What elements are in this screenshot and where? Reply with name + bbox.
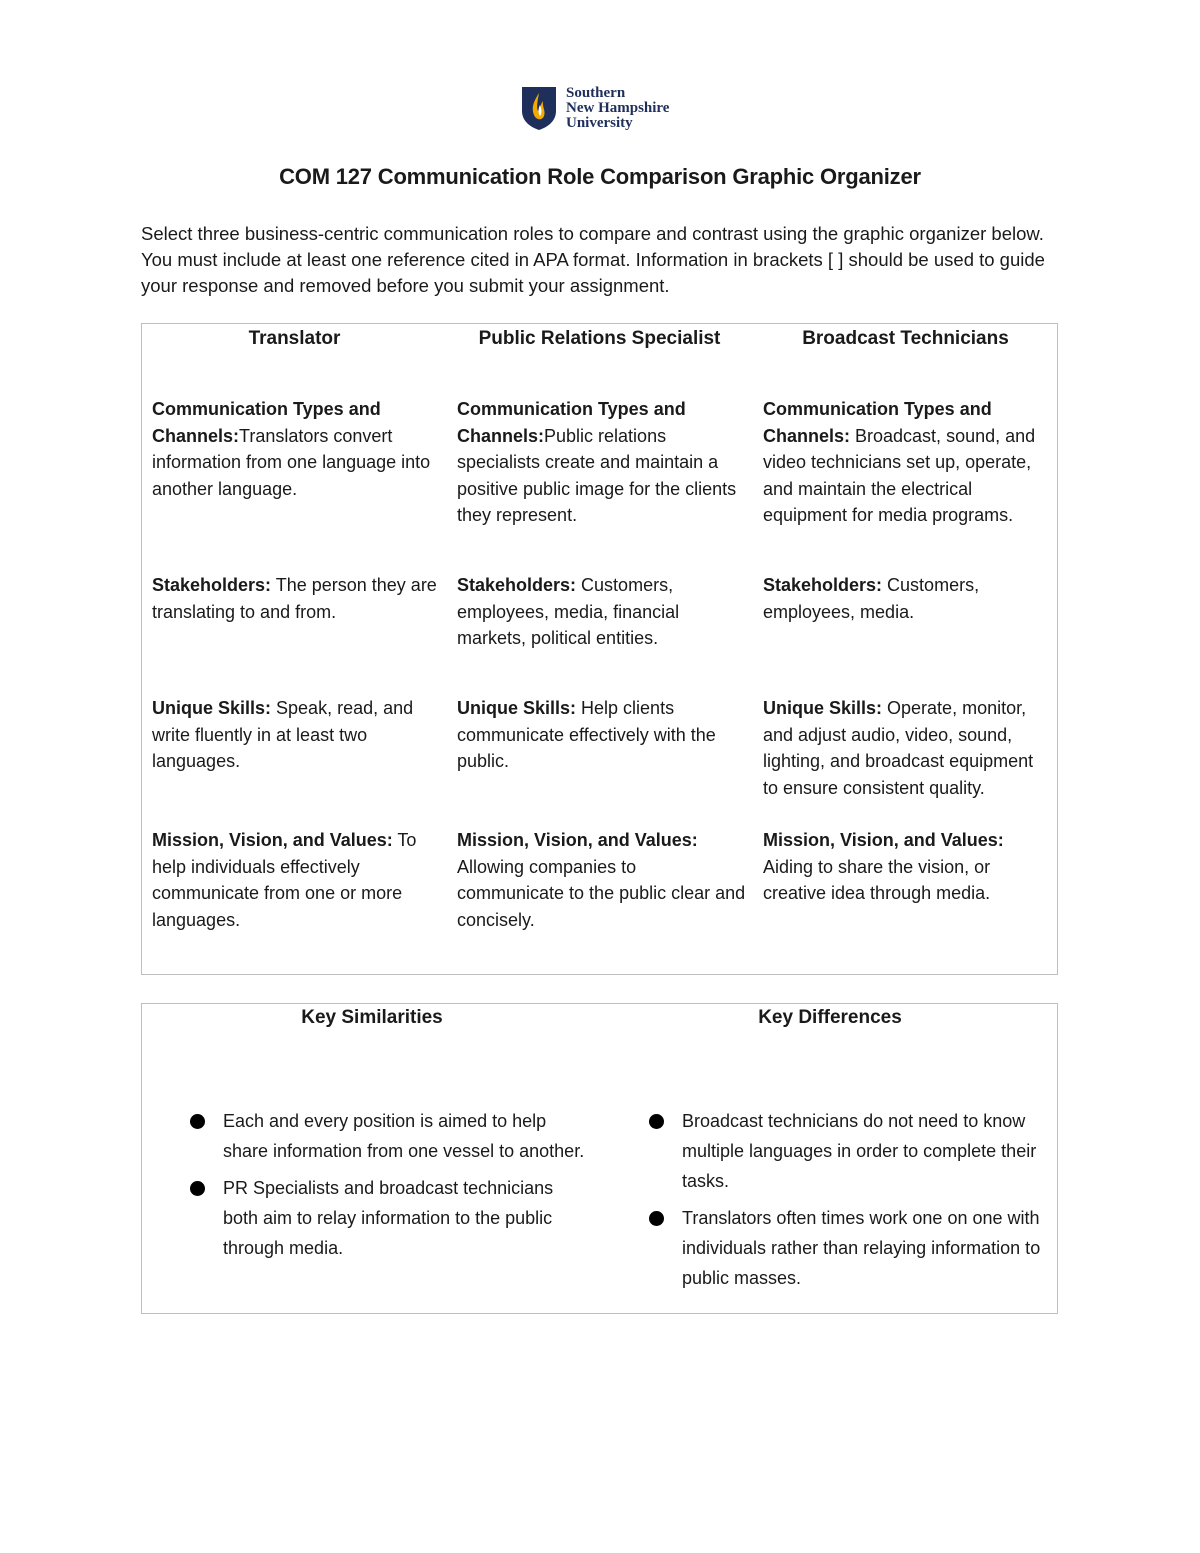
document-title: COM 127 Communication Role Comparison Graphic Organizer xyxy=(279,164,921,189)
cell-label: Communication Types and Channels: xyxy=(763,399,992,446)
similarities-heading: Key Similarities xyxy=(301,1007,443,1028)
list-item-text: Each and every position is aimed to help share information from one vessel to another. xyxy=(223,1111,585,1161)
role-heading: Broadcast Technicians xyxy=(802,328,1009,349)
list-item-text: Translators often times work one on one with individuals rather than relaying information to public masses. xyxy=(682,1208,1041,1288)
unique-skills-cell xyxy=(457,695,747,775)
differences-heading: Key Differences xyxy=(758,1007,902,1028)
stakeholders-cell xyxy=(152,572,442,625)
role-column-translator xyxy=(152,324,452,974)
bullet-icon xyxy=(649,1114,664,1129)
role-column-broadcast-technicians xyxy=(763,324,1063,974)
cell-text: Speak, read, and write fluently in at least two languages. xyxy=(152,698,414,771)
communication-types-cell xyxy=(763,396,1053,529)
cell-label: Stakeholders: xyxy=(763,575,883,595)
cell-label: Communication Types and Channels: xyxy=(457,399,686,446)
cell-text: Help clients communicate effectively with the public. xyxy=(457,698,716,771)
list-item-text: Broadcast technicians do not need to know multiple languages in order to complete their tasks. xyxy=(682,1111,1037,1191)
shield-flame-icon xyxy=(520,85,558,131)
bullet-icon xyxy=(190,1114,205,1129)
role-column-public-relations xyxy=(457,324,757,974)
list-item xyxy=(647,1106,1047,1196)
list-item xyxy=(647,1203,1047,1293)
stakeholders-cell xyxy=(763,572,1053,625)
list-item xyxy=(188,1106,588,1166)
cell-label: Stakeholders: xyxy=(152,575,272,595)
university-logo xyxy=(520,84,690,132)
mission-vision-values-cell xyxy=(763,827,1053,907)
list-item-text: PR Specialists and broadcast technicians both aim to relay information to the public through media. xyxy=(223,1178,554,1258)
cell-text: Customers, employees, media, financial markets, political entities. xyxy=(457,575,680,648)
instructions-paragraph: Select three business-centric communication roles to compare and contrast using the graphic organizer below. You must include at least one reference cited in APA format. Information in brackets [ ] should be used to guide your response and removed before you submit your assignment. xyxy=(141,223,1045,296)
cell-text: Translators convert information from one language into another language. xyxy=(152,425,431,499)
logo-line-1: Southern xyxy=(566,84,626,101)
logo-line-3: University xyxy=(566,114,633,131)
cell-text: Broadcast, sound, and video technicians set up, operate, and maintain the electrical equipment for media programs. xyxy=(763,425,1036,525)
bullet-icon xyxy=(190,1181,205,1196)
cell-label: Stakeholders: xyxy=(457,575,577,595)
similarities-differences-table xyxy=(141,1003,1058,1314)
cell-text: To help individuals effectively communicate from one or more languages. xyxy=(152,830,417,930)
cell-text: Operate, monitor, and adjust audio, video, sound, lighting, and broadcast equipment to ensure consistent quality. xyxy=(763,698,1034,798)
unique-skills-cell xyxy=(152,695,442,775)
list-item xyxy=(188,1173,588,1263)
cell-label: Mission, Vision, and Values: xyxy=(763,830,1004,850)
stakeholders-cell xyxy=(457,572,747,652)
differences-list xyxy=(647,1106,1047,1300)
cell-label: Communication Types and Channels: xyxy=(152,399,381,446)
communication-types-cell xyxy=(457,396,747,529)
cell-label: Unique Skills: xyxy=(457,698,577,718)
mission-vision-values-cell xyxy=(152,827,442,933)
role-heading: Public Relations Specialist xyxy=(478,328,721,349)
logo-line-2: New Hampshire xyxy=(566,99,670,116)
cell-text: Customers, employees, media. xyxy=(763,575,980,622)
role-heading: Translator xyxy=(248,328,341,349)
cell-label: Mission, Vision, and Values: xyxy=(152,830,393,850)
cell-text: The person they are translating to and from. xyxy=(152,575,437,622)
communication-types-cell xyxy=(152,396,442,502)
role-comparison-table xyxy=(141,323,1058,975)
cell-label: Mission, Vision, and Values: xyxy=(457,830,698,850)
similarities-list xyxy=(188,1106,588,1270)
cell-label: Unique Skills: xyxy=(152,698,272,718)
cell-text: Allowing companies to communicate to the public clear and concisely. xyxy=(457,856,746,930)
cell-text: Aiding to share the vision, or creative idea through media. xyxy=(763,856,991,903)
mission-vision-values-cell xyxy=(457,827,747,933)
cell-label: Unique Skills: xyxy=(763,698,883,718)
cell-text: Public relations specialists create and maintain a positive public image for the clients they represent. xyxy=(457,425,737,525)
unique-skills-cell xyxy=(763,695,1053,801)
bullet-icon xyxy=(649,1211,664,1226)
